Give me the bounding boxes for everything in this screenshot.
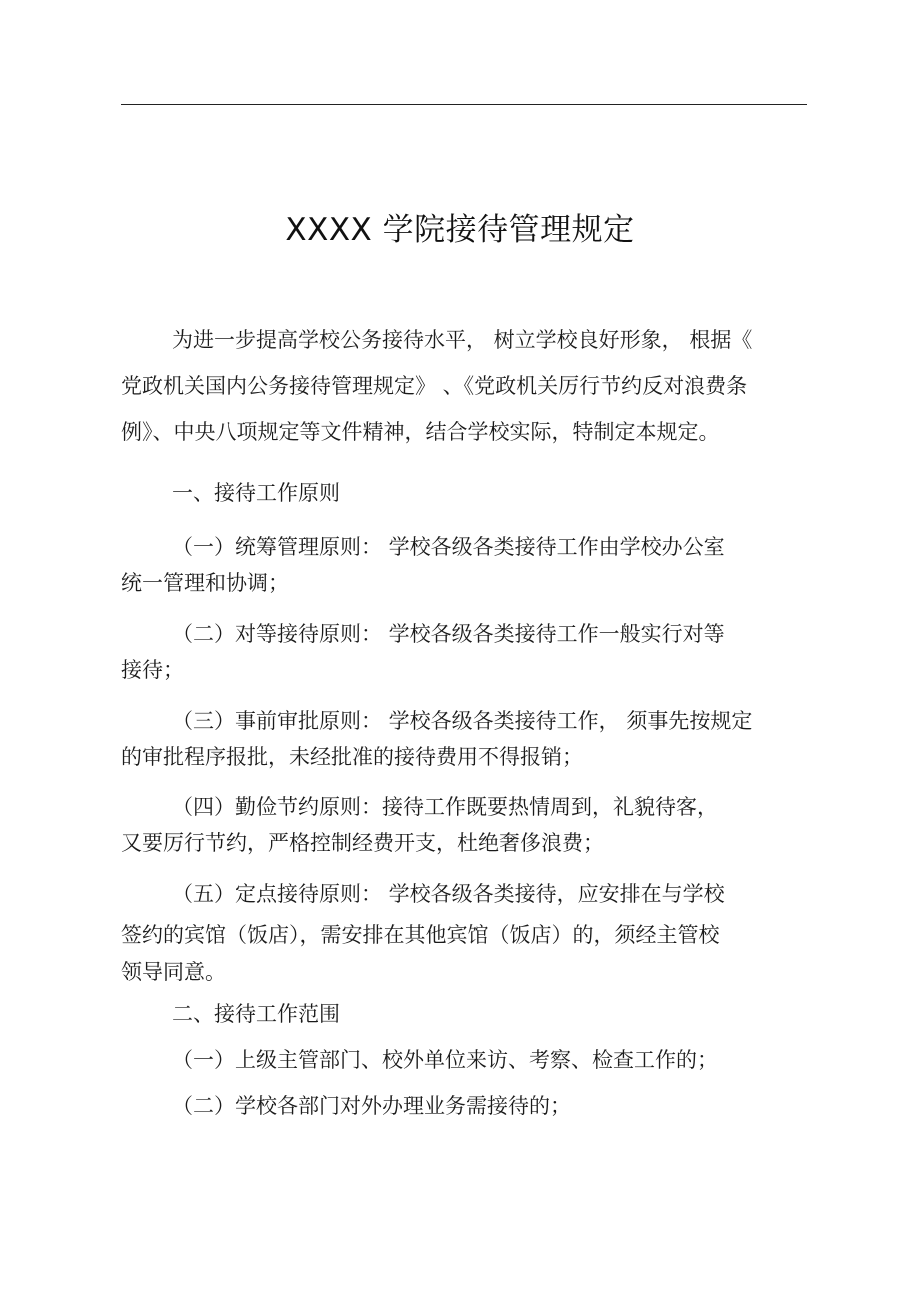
item-line: 又要厉行节约，严格控制经费开支，杜绝奢侈浪费； (121, 831, 604, 855)
item-line: （三）事前审批原则： 学校各级各类接待工作， 须事先按规定 (172, 709, 753, 733)
item-line: （五）定点接待原则： 学校各级各类接待，应安排在与学校 (172, 882, 725, 906)
item-line: 签约的宾馆（饭店），需安排在其他宾馆（饭店）的，须经主管校 (121, 923, 720, 947)
item-line: 的审批程序报批，未经批准的接待费用不得报销； (121, 745, 583, 769)
intro-line: 为进一步提高学校公务接待水平， 树立学校良好形象， 根据《 (172, 328, 753, 352)
intro-line: 党政机关国内公务接待管理规定》 、《党政机关厉行节约反对浪费条 (121, 374, 748, 398)
document-title: XXXX 学院接待管理规定 (285, 212, 635, 248)
item-line: 统一管理和协调； (121, 571, 289, 595)
item-line: （二）对等接待原则： 学校各级各类接待工作一般实行对等 (172, 622, 725, 646)
scope-item: （二）学校各部门对外办理业务需接待的； (172, 1094, 571, 1118)
item-line: （四）勤俭节约原则：接待工作既要热情周到，礼貌待客， (172, 795, 718, 819)
intro-line: 例》、中央八项规定等文件精神，结合学校实际，特制定本规定。 (121, 420, 720, 444)
header-rule (121, 104, 807, 105)
item-line: 领导同意。 (121, 960, 226, 984)
scope-item: （一）上级主管部门、校外单位来访、考察、检查工作的； (172, 1048, 718, 1072)
item-line: 接待； (121, 658, 184, 682)
item-line: （一）统筹管理原则： 学校各级各类接待工作由学校办公室 (172, 535, 725, 559)
section-heading: 一、接待工作原则 (172, 481, 340, 505)
section-heading: 二、接待工作范围 (172, 1002, 340, 1026)
